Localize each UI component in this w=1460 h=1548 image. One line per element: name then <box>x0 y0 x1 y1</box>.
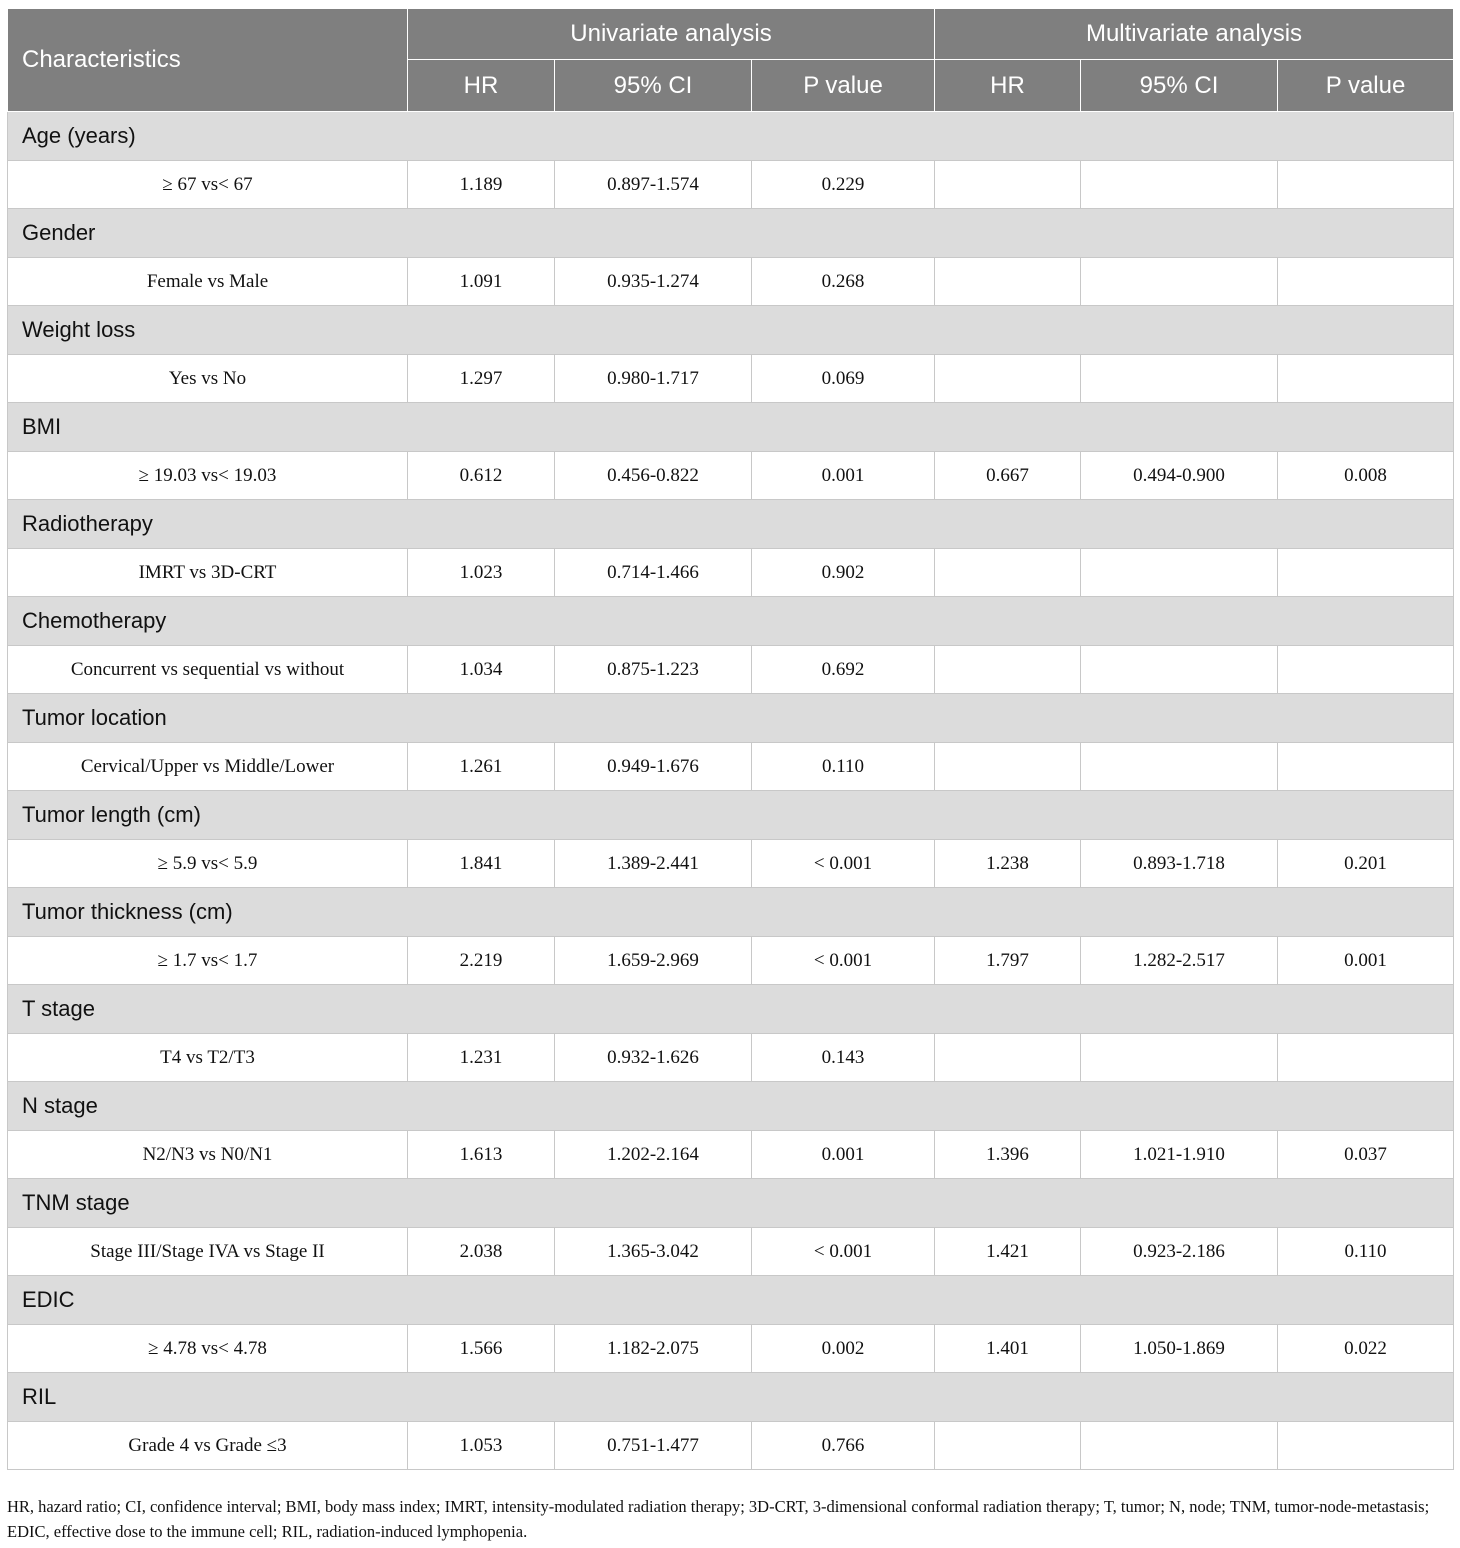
uni-p-cell: < 0.001 <box>752 1228 935 1276</box>
multi-p-cell: 0.201 <box>1278 840 1454 888</box>
header-multi-ci: 95% CI <box>1081 60 1278 112</box>
multi-hr-cell <box>935 1422 1081 1470</box>
uni-p-cell: < 0.001 <box>752 937 935 985</box>
header-univariate: Univariate analysis <box>408 9 935 60</box>
category-label: Weight loss <box>8 306 1454 355</box>
uni-hr-cell: 2.038 <box>408 1228 555 1276</box>
multi-p-cell <box>1278 161 1454 209</box>
header-multi-hr: HR <box>935 60 1081 112</box>
row-label: Grade 4 vs Grade ≤3 <box>8 1422 408 1470</box>
multi-p-cell: 0.022 <box>1278 1325 1454 1373</box>
row-label: ≥ 4.78 vs< 4.78 <box>8 1325 408 1373</box>
category-row <box>8 1373 1454 1422</box>
multi-hr-cell: 1.401 <box>935 1325 1081 1373</box>
cox-regression-table <box>7 8 1454 1470</box>
table-row <box>8 452 1454 500</box>
multi-p-cell <box>1278 549 1454 597</box>
multi-hr-cell <box>935 1034 1081 1082</box>
uni-hr-cell: 1.053 <box>408 1422 555 1470</box>
row-label: IMRT vs 3D-CRT <box>8 549 408 597</box>
multi-ci-cell: 1.050-1.869 <box>1081 1325 1278 1373</box>
uni-hr-cell: 1.261 <box>408 743 555 791</box>
uni-hr-cell: 1.023 <box>408 549 555 597</box>
multi-hr-cell: 1.396 <box>935 1131 1081 1179</box>
category-label: Chemotherapy <box>8 597 1454 646</box>
category-label: RIL <box>8 1373 1454 1422</box>
category-row <box>8 403 1454 452</box>
table-row <box>8 840 1454 888</box>
uni-ci-cell: 0.897-1.574 <box>555 161 752 209</box>
multi-hr-cell <box>935 743 1081 791</box>
uni-hr-cell: 1.034 <box>408 646 555 694</box>
table-row <box>8 355 1454 403</box>
uni-hr-cell: 1.841 <box>408 840 555 888</box>
multi-ci-cell <box>1081 1422 1278 1470</box>
multi-p-cell: 0.110 <box>1278 1228 1454 1276</box>
multi-hr-cell: 1.797 <box>935 937 1081 985</box>
row-label: Female vs Male <box>8 258 408 306</box>
category-label: N stage <box>8 1082 1454 1131</box>
uni-p-cell: 0.268 <box>752 258 935 306</box>
row-label: ≥ 5.9 vs< 5.9 <box>8 840 408 888</box>
category-label: Radiotherapy <box>8 500 1454 549</box>
uni-p-cell: 0.001 <box>752 452 935 500</box>
multi-ci-cell <box>1081 549 1278 597</box>
table-row <box>8 743 1454 791</box>
uni-p-cell: 0.766 <box>752 1422 935 1470</box>
category-row <box>8 1082 1454 1131</box>
uni-p-cell: 0.902 <box>752 549 935 597</box>
category-label: Gender <box>8 209 1454 258</box>
uni-hr-cell: 0.612 <box>408 452 555 500</box>
uni-hr-cell: 1.231 <box>408 1034 555 1082</box>
category-label: Age (years) <box>8 112 1454 161</box>
category-label: TNM stage <box>8 1179 1454 1228</box>
multi-p-cell: 0.001 <box>1278 937 1454 985</box>
row-label: ≥ 1.7 vs< 1.7 <box>8 937 408 985</box>
header-uni-p: P value <box>752 60 935 112</box>
category-row <box>8 985 1454 1034</box>
table-footnote: HR, hazard ratio; CI, confidence interval; BMI, body mass index; IMRT, intensity-modulated radiation therapy; 3D-CRT, 3-dimensional conformal radiation therapy; T, tumor; N, node; TNM, tumor-node-metastasis; EDIC, effective dose to the immune cell; RIL, radiation-induced lymphopenia. <box>7 1497 1430 1541</box>
uni-hr-cell: 1.297 <box>408 355 555 403</box>
table-row <box>8 937 1454 985</box>
multi-ci-cell <box>1081 161 1278 209</box>
uni-p-cell: < 0.001 <box>752 840 935 888</box>
uni-ci-cell: 1.389-2.441 <box>555 840 752 888</box>
table-row <box>8 1325 1454 1373</box>
multi-ci-cell <box>1081 646 1278 694</box>
results-table-container <box>7 8 1453 1470</box>
multi-ci-cell: 1.021-1.910 <box>1081 1131 1278 1179</box>
multi-p-cell <box>1278 258 1454 306</box>
table-row <box>8 646 1454 694</box>
multi-ci-cell: 0.923-2.186 <box>1081 1228 1278 1276</box>
header-uni-ci: 95% CI <box>555 60 752 112</box>
category-label: EDIC <box>8 1276 1454 1325</box>
category-label: Tumor location <box>8 694 1454 743</box>
uni-ci-cell: 0.949-1.676 <box>555 743 752 791</box>
table-header <box>8 9 1454 112</box>
multi-p-cell <box>1278 1034 1454 1082</box>
multi-p-cell <box>1278 1422 1454 1470</box>
uni-ci-cell: 0.456-0.822 <box>555 452 752 500</box>
category-row <box>8 888 1454 937</box>
multi-hr-cell <box>935 161 1081 209</box>
multi-p-cell: 0.037 <box>1278 1131 1454 1179</box>
multi-hr-cell <box>935 355 1081 403</box>
multi-ci-cell: 0.494-0.900 <box>1081 452 1278 500</box>
category-row <box>8 597 1454 646</box>
table-body <box>8 112 1454 1470</box>
uni-p-cell: 0.001 <box>752 1131 935 1179</box>
uni-hr-cell: 1.091 <box>408 258 555 306</box>
table-row <box>8 549 1454 597</box>
table-row <box>8 1228 1454 1276</box>
row-label: Yes vs No <box>8 355 408 403</box>
multi-hr-cell: 1.238 <box>935 840 1081 888</box>
uni-hr-cell: 1.189 <box>408 161 555 209</box>
multi-ci-cell: 1.282-2.517 <box>1081 937 1278 985</box>
uni-ci-cell: 0.980-1.717 <box>555 355 752 403</box>
uni-ci-cell: 0.714-1.466 <box>555 549 752 597</box>
category-label: T stage <box>8 985 1454 1034</box>
uni-ci-cell: 0.935-1.274 <box>555 258 752 306</box>
category-row <box>8 1179 1454 1228</box>
uni-ci-cell: 1.182-2.075 <box>555 1325 752 1373</box>
category-row <box>8 1276 1454 1325</box>
uni-p-cell: 0.143 <box>752 1034 935 1082</box>
uni-ci-cell: 0.751-1.477 <box>555 1422 752 1470</box>
category-row <box>8 112 1454 161</box>
category-label: Tumor length (cm) <box>8 791 1454 840</box>
table-row <box>8 161 1454 209</box>
uni-p-cell: 0.110 <box>752 743 935 791</box>
header-uni-hr: HR <box>408 60 555 112</box>
header-multivariate: Multivariate analysis <box>935 9 1454 60</box>
row-label: Concurrent vs sequential vs without <box>8 646 408 694</box>
category-row <box>8 694 1454 743</box>
category-row <box>8 306 1454 355</box>
uni-p-cell: 0.069 <box>752 355 935 403</box>
uni-ci-cell: 0.932-1.626 <box>555 1034 752 1082</box>
multi-ci-cell <box>1081 1034 1278 1082</box>
category-row <box>8 500 1454 549</box>
header-multi-p: P value <box>1278 60 1454 112</box>
table-row <box>8 1422 1454 1470</box>
category-row <box>8 791 1454 840</box>
table-row <box>8 1034 1454 1082</box>
multi-hr-cell <box>935 549 1081 597</box>
category-label: BMI <box>8 403 1454 452</box>
multi-p-cell <box>1278 355 1454 403</box>
multi-p-cell <box>1278 646 1454 694</box>
uni-hr-cell: 2.219 <box>408 937 555 985</box>
multi-p-cell <box>1278 743 1454 791</box>
header-characteristics: Characteristics <box>8 9 408 112</box>
uni-hr-cell: 1.613 <box>408 1131 555 1179</box>
uni-ci-cell: 1.659-2.969 <box>555 937 752 985</box>
table-row <box>8 1131 1454 1179</box>
multi-p-cell: 0.008 <box>1278 452 1454 500</box>
row-label: ≥ 19.03 vs< 19.03 <box>8 452 408 500</box>
uni-p-cell: 0.002 <box>752 1325 935 1373</box>
uni-ci-cell: 1.202-2.164 <box>555 1131 752 1179</box>
row-label: Cervical/Upper vs Middle/Lower <box>8 743 408 791</box>
category-label: Tumor thickness (cm) <box>8 888 1454 937</box>
multi-ci-cell <box>1081 355 1278 403</box>
uni-p-cell: 0.692 <box>752 646 935 694</box>
multi-ci-cell <box>1081 743 1278 791</box>
multi-ci-cell: 0.893-1.718 <box>1081 840 1278 888</box>
uni-hr-cell: 1.566 <box>408 1325 555 1373</box>
row-label: Stage III/Stage IVA vs Stage II <box>8 1228 408 1276</box>
row-label: ≥ 67 vs< 67 <box>8 161 408 209</box>
uni-ci-cell: 1.365-3.042 <box>555 1228 752 1276</box>
uni-p-cell: 0.229 <box>752 161 935 209</box>
multi-hr-cell: 1.421 <box>935 1228 1081 1276</box>
multi-hr-cell <box>935 258 1081 306</box>
multi-ci-cell <box>1081 258 1278 306</box>
multi-hr-cell: 0.667 <box>935 452 1081 500</box>
uni-ci-cell: 0.875-1.223 <box>555 646 752 694</box>
row-label: N2/N3 vs N0/N1 <box>8 1131 408 1179</box>
category-row <box>8 209 1454 258</box>
row-label: T4 vs T2/T3 <box>8 1034 408 1082</box>
table-row <box>8 258 1454 306</box>
multi-hr-cell <box>935 646 1081 694</box>
